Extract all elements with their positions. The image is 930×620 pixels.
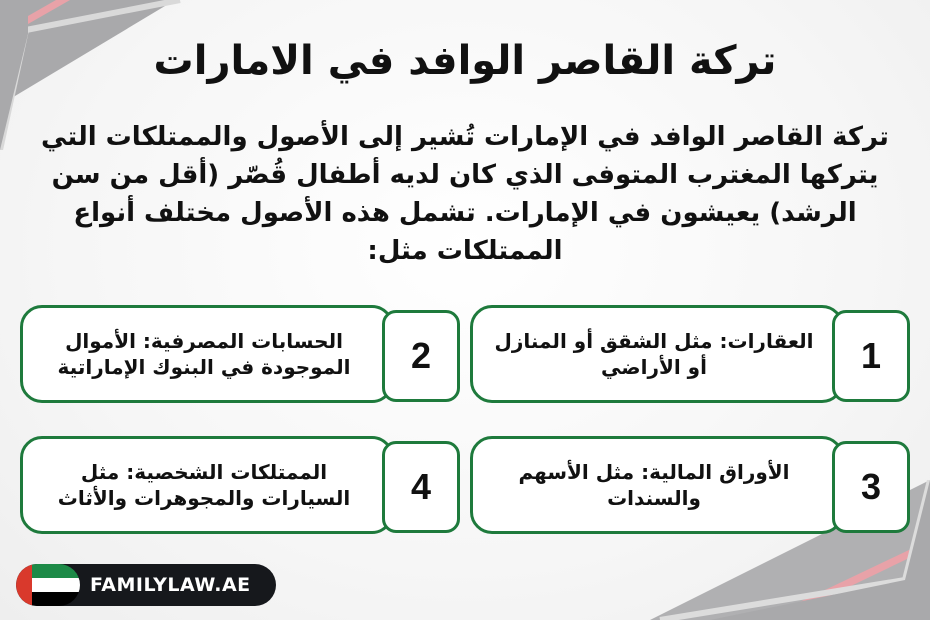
item-number-badge: 4 [382, 441, 460, 533]
list-item-securities [470, 436, 910, 534]
brand-badge[interactable] [16, 564, 276, 606]
item-text: الممتلكات الشخصية: مثل السيارات والمجوهرات والأثاث [20, 436, 394, 534]
item-text: العقارات: مثل الشقق أو المنازل أو الأراضي [470, 305, 844, 403]
item-number-badge: 2 [382, 310, 460, 402]
intro-paragraph: تركة القاصر الوافد في الإمارات تُشير إلى الأصول والممتلكات التي يتركها المغترب المتوفى الذي كان لديه أطفال قُصّر (أقل من سن الرشد) يعيشون في الإمارات. تشمل هذه الأصول مختلف أنواع الممتلكات مثل: [41, 122, 889, 266]
item-text: الحسابات المصرفية: الأموال الموجودة في البنوك الإماراتية [20, 305, 394, 403]
item-number-badge: 1 [832, 310, 910, 402]
list-item-real-estate [470, 305, 910, 403]
list-item-personal-property [20, 436, 460, 534]
item-number-badge: 3 [832, 441, 910, 533]
page-title: تركة القاصر الوافد في الامارات [153, 38, 777, 84]
uae-flag-icon [16, 564, 80, 606]
item-text: الأوراق المالية: مثل الأسهم والسندات [470, 436, 844, 534]
brand-label: FAMILYLAW.AE [90, 574, 251, 596]
list-item-bank-accounts [20, 305, 460, 403]
